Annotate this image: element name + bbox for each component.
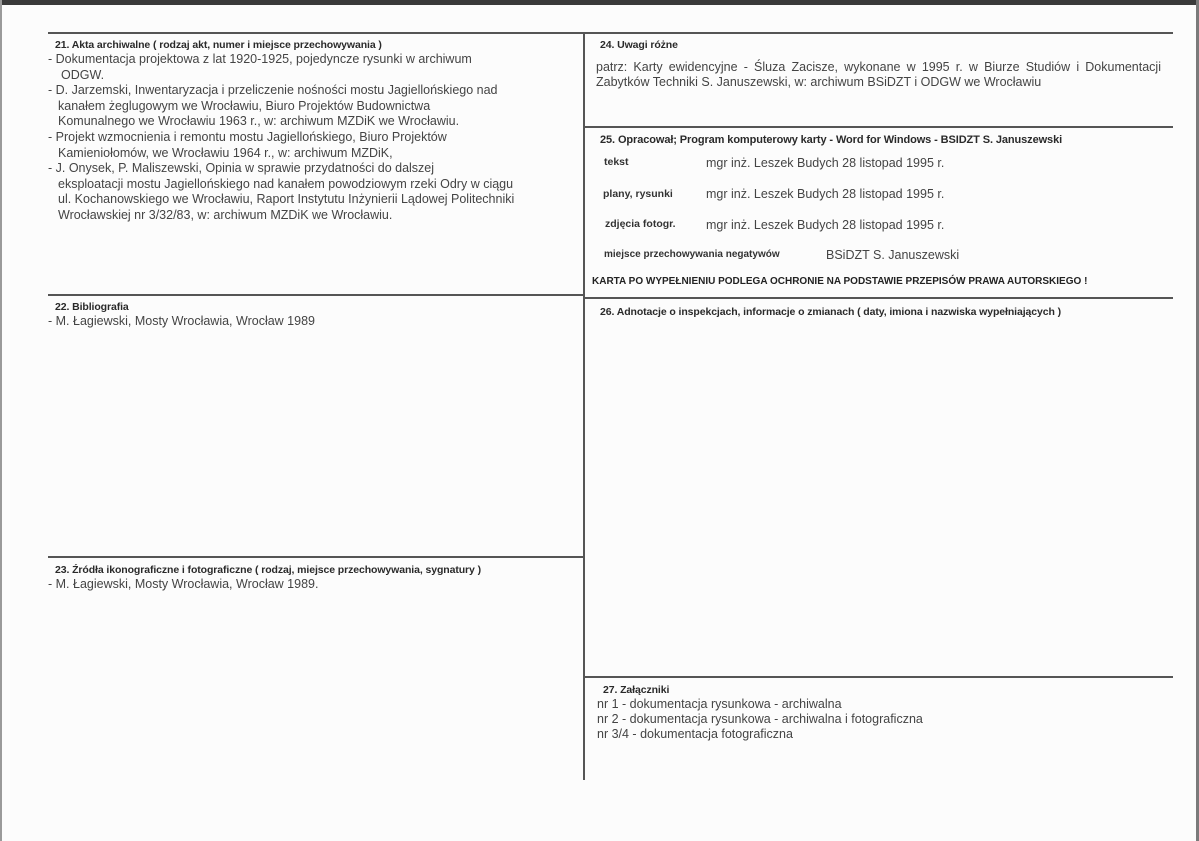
divider-sec25 bbox=[585, 126, 1173, 128]
section-21-title: 21. Akta archiwalne ( rodzaj akt, numer i miejsce przechowywania ) bbox=[55, 39, 382, 51]
section-21-line: kanałem żeglugowym we Wrocławiu, Biuro Projektów Budownictwa bbox=[58, 98, 431, 113]
section-23-body bbox=[48, 577, 578, 593]
column-divider bbox=[583, 32, 585, 780]
scan-edge-left bbox=[0, 0, 2, 841]
section-21-line: eksploatacji mostu Jagiellońskiego nad kanałem powodziowym rzeki Odry w ciągu bbox=[58, 176, 514, 191]
section-21-line: ODGW. bbox=[61, 67, 105, 82]
section-22-body bbox=[48, 314, 578, 330]
divider-top-left bbox=[48, 32, 583, 34]
section-21-line: Komunalnego we Wrocławiu 1963 r., w: archiwum MZDiK we Wrocławiu. bbox=[58, 114, 460, 129]
negatives-location-value: BSiDZT S. Januszewski bbox=[826, 248, 960, 262]
attachments-list bbox=[597, 697, 923, 742]
section-21-body bbox=[48, 52, 578, 224]
negatives-location-label: miejsce przechowywania negatywów bbox=[604, 249, 780, 260]
section-21-line: Kamieniołomów, we Wrocławiu 1964 r., w: archiwum MZDiK, bbox=[58, 145, 393, 160]
section-24-text: patrz: Karty ewidencyjne - Śluza Zacisze, wykonane w 1995 r. w Biurze Studiów i Dokumentacji Zabytków Techniki S. Januszewski, w: archiwum BSiDZT i ODGW we Wrocławiu bbox=[596, 60, 1161, 89]
row-label-photos: zdjęcia fotogr. bbox=[605, 218, 676, 230]
row-label-drawings: plany, rysunki bbox=[603, 188, 673, 200]
divider-sec22 bbox=[48, 294, 583, 296]
section-22-title: 22. Bibliografia bbox=[55, 301, 129, 313]
section-21-line: ul. Kochanowskiego we Wrocławiu, Raport Instytutu Inżynierii Lądowej Politechniki bbox=[58, 192, 515, 207]
section-26-title: 26. Adnotacje o inspekcjach, informacje o zmianach ( daty, imiona i nazwiska wypełniających ) bbox=[600, 306, 1062, 318]
divider-sec26 bbox=[585, 297, 1173, 299]
section-21-line: - Dokumentacja projektowa z lat 1920-1925, pojedyncze rysunki w archiwum bbox=[48, 52, 472, 66]
section-23-title: 23. Źródła ikonograficzne i fotograficzne ( rodzaj, miejsce przechowywania, sygnatury ) bbox=[55, 564, 481, 576]
section-25-title: 25. Opracował; Program komputerowy karty - Word for Windows - BSIDZT S. Januszewski bbox=[600, 134, 1063, 146]
section-21-line: - Projekt wzmocnienia i remontu mostu Jagiellońskiego, Biuro Projektów bbox=[48, 129, 447, 144]
attachment-item: nr 3/4 - dokumentacja fotograficzna bbox=[597, 727, 793, 741]
row-value-photos: mgr inż. Leszek Budych 28 listopad 1995 r. bbox=[706, 218, 945, 232]
section-23-line: - M. Łagiewski, Mosty Wrocławia, Wrocław 1989. bbox=[48, 577, 319, 591]
row-label-text: tekst bbox=[604, 156, 629, 168]
row-value-drawings: mgr inż. Leszek Budych 28 listopad 1995 r. bbox=[706, 187, 945, 201]
copyright-notice: KARTA PO WYPEŁNIENIU PODLEGA OCHRONIE NA PODSTAWIE PRZEPISÓW PRAWA AUTORSKIEGO ! bbox=[592, 276, 1088, 287]
divider-sec23 bbox=[48, 556, 583, 558]
section-21-line: - D. Jarzemski, Inwentaryzacja i przeliczenie nośności mostu Jagiellońskiego nad bbox=[48, 83, 498, 98]
section-21-line: - J. Onysek, P. Maliszewski, Opinia w sprawie przydatności do dalszej bbox=[48, 161, 435, 176]
divider-sec27 bbox=[585, 676, 1173, 678]
scan-edge-top bbox=[0, 0, 1199, 5]
row-value-text: mgr inż. Leszek Budych 28 listopad 1995 r. bbox=[706, 156, 945, 170]
section-22-line: - M. Łagiewski, Mosty Wrocławia, Wrocław 1989 bbox=[48, 314, 315, 328]
attachment-item: nr 2 - dokumentacja rysunkowa - archiwalna i fotograficzna bbox=[597, 712, 923, 726]
attachment-item: nr 1 - dokumentacja rysunkowa - archiwalna bbox=[597, 697, 842, 711]
section-21-line: Wrocławskiej nr 3/32/83, w: archiwum MZDiK we Wrocławiu. bbox=[58, 207, 393, 222]
divider-top-right bbox=[585, 32, 1173, 34]
section-24-title: 24. Uwagi różne bbox=[600, 39, 678, 51]
section-27-title: 27. Załączniki bbox=[603, 684, 670, 696]
